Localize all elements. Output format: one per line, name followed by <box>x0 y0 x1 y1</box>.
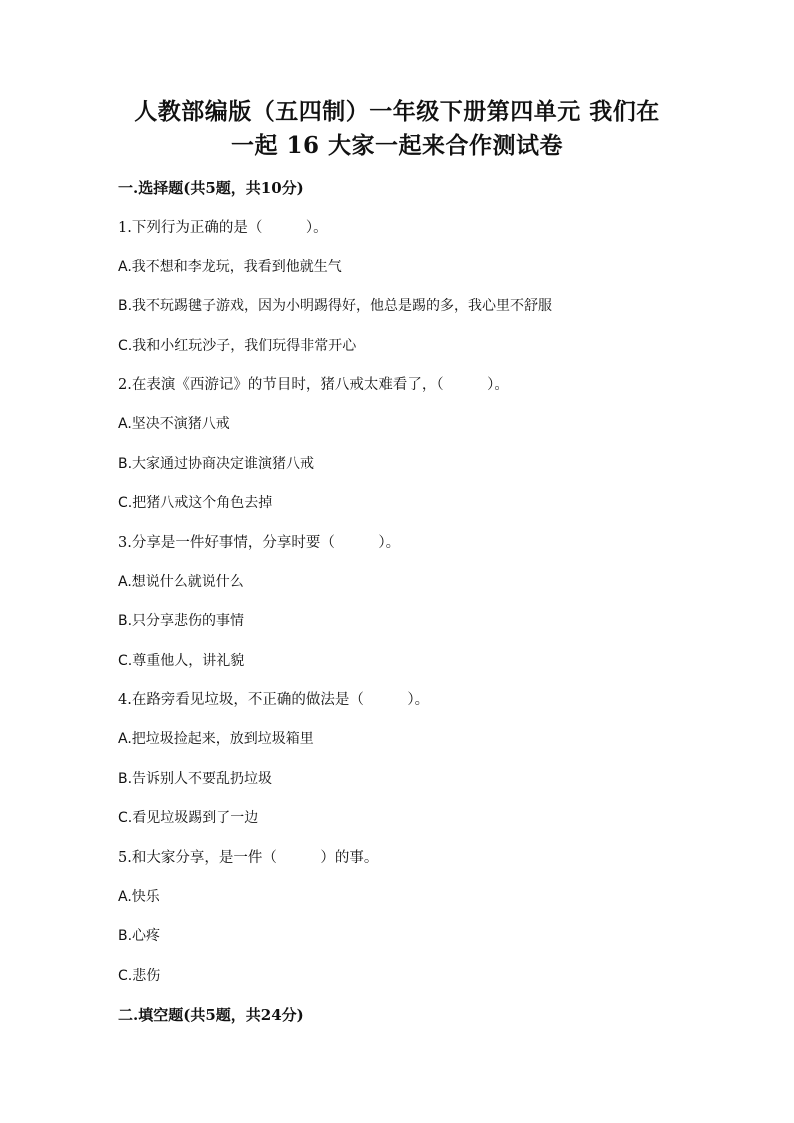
question-1-option-b: B.我不玩踢毽子游戏，因为小明踢得好，他总是踢的多，我心里不舒服 <box>118 298 553 314</box>
page-title-line-1: 人教部编版（五四制）一年级下册第四单元 我们在 <box>134 98 660 125</box>
section-heading-fill-blank: 二.填空题(共5题，共24分) <box>118 1006 304 1024</box>
question-2-option-c: C.把猪八戒这个角色去掉 <box>118 495 273 511</box>
question-1-option-a: A.我不想和李龙玩，我看到他就生气 <box>118 259 342 275</box>
question-5-stem: 5.和大家分享，是一件（ ）的事。 <box>118 850 379 866</box>
page-title-line-2: 一起 16 大家一起来合作测试卷 <box>230 132 564 159</box>
question-1-stem: 1.下列行为正确的是（ ）。 <box>118 220 328 236</box>
question-1-option-c: C.我和小红玩沙子，我们玩得非常开心 <box>118 338 357 354</box>
question-5-option-c: C.悲伤 <box>118 968 161 984</box>
question-2-stem: 2.在表演《西游记》的节目时，猪八戒太难看了，（ ）。 <box>118 377 509 393</box>
question-5-option-a: A.快乐 <box>118 889 160 905</box>
question-2-option-a: A.坚决不演猪八戒 <box>118 416 230 432</box>
section-heading-choice: 一.选择题(共5题，共10分) <box>118 179 304 197</box>
question-4-option-a: A.把垃圾捡起来，放到垃圾箱里 <box>118 731 314 747</box>
question-5-option-b: B.心疼 <box>118 928 161 944</box>
question-4-option-b: B.告诉别人不要乱扔垃圾 <box>118 771 273 787</box>
question-4-option-c: C.看见垃圾踢到了一边 <box>118 810 259 826</box>
question-3-stem: 3.分享是一件好事情，分享时要（ ）。 <box>118 535 401 551</box>
question-4-stem: 4.在路旁看见垃圾，不正确的做法是（ ）。 <box>118 692 430 708</box>
question-3-option-b: B.只分享悲伤的事情 <box>118 613 245 629</box>
question-3-option-a: A.想说什么就说什么 <box>118 574 244 590</box>
question-2-option-b: B.大家通过协商决定谁演猪八戒 <box>118 456 315 472</box>
question-3-option-c: C.尊重他人，讲礼貌 <box>118 653 245 669</box>
